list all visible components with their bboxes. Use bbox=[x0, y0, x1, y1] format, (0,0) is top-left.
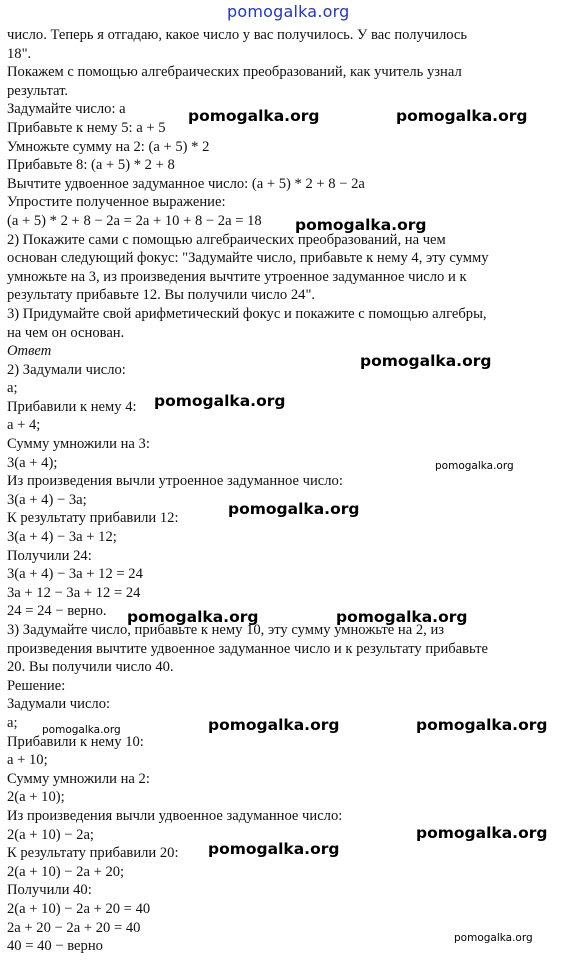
text-line: 3a + 12 − 3a + 12 = 24 bbox=[7, 584, 141, 601]
text-line: a + 10; bbox=[7, 752, 48, 769]
watermark: pomogalka.org bbox=[208, 840, 340, 858]
page-header bbox=[0, 0, 566, 26]
text-line: 2(a + 10) − 2a + 20 = 40 bbox=[7, 900, 151, 917]
watermark: pomogalka.org bbox=[295, 216, 427, 234]
text-line: произведения вычтите удвоенное задуманное число и к результату прибавьте bbox=[7, 640, 489, 657]
text-line: Сумму умножили на 3: bbox=[7, 436, 150, 453]
text-line: 3) Задумайте число, прибавьте к нему 10, эту сумму умножьте на 2, из bbox=[7, 622, 445, 638]
watermark: pomogalka.org bbox=[228, 500, 360, 518]
text-line: (а + 5) * 2 + 8 − 2а = 2а + 10 + 8 − 2а = 18 bbox=[7, 212, 262, 229]
text-line: умножьте на 3, из произведения вычтите утроенное задуманное число и к bbox=[7, 268, 467, 285]
text-line: a; bbox=[7, 380, 18, 397]
text-line: 2a + 20 − 2a + 20 = 40 bbox=[7, 919, 141, 936]
text-line: число. Теперь я отгадаю, какое число у вас получилось. У вас получилось bbox=[7, 27, 468, 43]
watermark: pomogalka.org bbox=[396, 107, 528, 125]
answer-heading: Ответ bbox=[7, 343, 52, 360]
text-line: Получили 24: bbox=[7, 547, 92, 564]
watermark: pomogalka.org bbox=[42, 724, 121, 736]
text-line: 3) Придумайте свой арифметический фокус и покажите с помощью алгебры, bbox=[7, 305, 487, 322]
text-line: Упростите полученное выражение: bbox=[7, 194, 226, 211]
watermark: pomogalka.org bbox=[336, 608, 468, 626]
text-line: К результату прибавили 20: bbox=[7, 845, 179, 862]
watermark: pomogalka.org bbox=[154, 392, 286, 410]
text-line: 40 = 40 − верно bbox=[7, 938, 103, 955]
text-line: Получили 40: bbox=[7, 882, 92, 899]
text-line: Задумайте число: а bbox=[7, 101, 126, 118]
text-line: Прибавьте 8: (а + 5) * 2 + 8 bbox=[7, 157, 175, 174]
document-body bbox=[7, 26, 563, 956]
text-line: 3(a + 4) − 3a; bbox=[7, 491, 87, 508]
text-line: 2) Покажите сами с помощью алгебраических преобразований, на чем bbox=[7, 231, 446, 248]
text-line: Покажем с помощью алгебраических преобразований, как учитель узнал bbox=[7, 64, 462, 81]
watermark: pomogalka.org bbox=[127, 608, 259, 626]
text-line: Задумали число: bbox=[7, 696, 111, 713]
text-line: 2) Задумали число: bbox=[7, 361, 126, 378]
watermark: pomogalka.org bbox=[416, 824, 548, 842]
watermark: pomogalka.org bbox=[360, 352, 492, 370]
text-line: 3(a + 4) − 3a + 12; bbox=[7, 529, 117, 546]
text-line: 2(a + 10) − 2a; bbox=[7, 826, 94, 843]
site-name[interactable]: pomogalka.org bbox=[227, 2, 350, 21]
text-line: Прибавьте к нему 5: а + 5 bbox=[7, 119, 166, 136]
text-line: Прибавили к нему 4: bbox=[7, 398, 137, 415]
text-line: Из произведения вычли утроенное задуманное число: bbox=[7, 473, 343, 490]
text-line: основан следующий фокус: "Задумайте число, прибавьте к нему 4, эту сумму bbox=[7, 250, 489, 267]
text-line: 18". bbox=[7, 45, 32, 62]
text-line: Умножьте сумму на 2: (а + 5) * 2 bbox=[7, 138, 210, 155]
text-line: Сумму умножили на 2: bbox=[7, 770, 150, 787]
text-line: 3(a + 4) − 3a + 12 = 24 bbox=[7, 566, 143, 583]
watermark: pomogalka.org bbox=[208, 716, 340, 734]
watermark: pomogalka.org bbox=[416, 716, 548, 734]
watermark: pomogalka.org bbox=[435, 460, 514, 472]
text-line: 20. Вы получили число 40. bbox=[7, 659, 174, 676]
watermark: pomogalka.org bbox=[188, 107, 320, 125]
text-line: результат. bbox=[7, 82, 69, 99]
text-line: a; bbox=[7, 714, 18, 731]
text-line: на чем он основан. bbox=[7, 324, 125, 341]
text-line: Из произведения вычли удвоенное задуманное число: bbox=[7, 807, 343, 824]
text-line: Решение: bbox=[7, 677, 66, 694]
text-line: 2(a + 10); bbox=[7, 789, 65, 806]
text-line: К результату прибавили 12: bbox=[7, 510, 179, 527]
text-line: Вычтите удвоенное задуманное число: (а + 5) * 2 + 8 − 2а bbox=[7, 175, 365, 192]
text-line: a + 4; bbox=[7, 417, 41, 434]
watermark: pomogalka.org bbox=[454, 932, 533, 944]
text-line: Прибавили к нему 10: bbox=[7, 733, 144, 750]
text-line: 2(a + 10) − 2a + 20; bbox=[7, 863, 125, 880]
text-line: 24 = 24 − верно. bbox=[7, 603, 107, 620]
text-line: результату прибавьте 12. Вы получили число 24". bbox=[7, 287, 316, 304]
text-line: 3(a + 4); bbox=[7, 454, 58, 471]
